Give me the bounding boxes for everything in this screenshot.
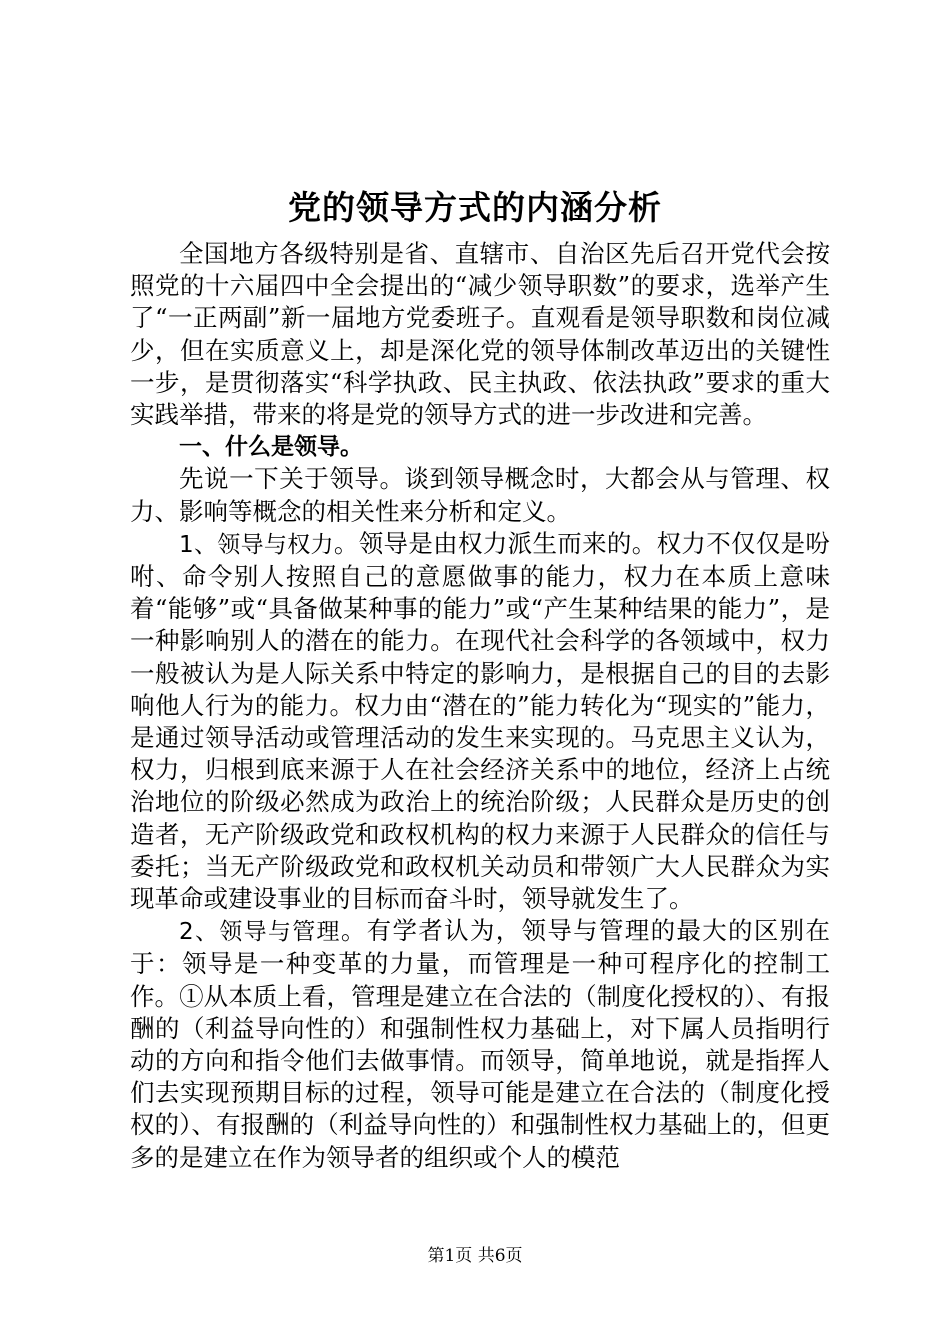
paragraph-leadership-and-management xyxy=(130,915,830,1174)
section-heading-what-is-leadership: 一、什么是领导。 xyxy=(179,434,363,461)
document-title: 党的领导方式的内涵分析 xyxy=(288,188,662,227)
paragraph-leadership-overview: 先说一下关于领导。谈到领导概念时，大都会从与管理、权力、影响等概念的相关性来分析和定义。 xyxy=(130,464,830,526)
subheading-leadership-and-management: 2、领导与管理 xyxy=(179,919,341,946)
paragraph-intro: 全国地方各级特别是省、直辖市、自治区先后召开党代会按照党的十六届四中全会提出的“减少领导职数”的要求，选举产生了“一正两副”新一届地方党委班子。直观看是领导职数和岗位减少，但在实质意义上，却是深化党的领导体制改革迈出的关键性一步，是贯彻落实“科学执政、民主执政、依法执政”要求的重大实践举措，带来的将是党的领导方式的进一步改进和完善。 xyxy=(130,239,830,430)
document-body xyxy=(130,238,830,1174)
paragraph-leadership-and-power xyxy=(130,528,830,915)
paragraph-leadership-and-management-text: 。有学者认为，领导与管理的最大的区别在于：领导是一种变革的力量，而管理是一种可程序化的控制工作。①从本质上看，管理是建立在合法的（制度化授权的）、有报酬的（利益导向性的）和强制性权力基础上，对下属人员指明行动的方向和指令他们去做事情。而领导，简单地说，就是指挥人们去实现预期目标的过程，领导可能是建立在合法的（制度化授权的）、有报酬的（利益导向性的）和强制性权力基础上的，但更多的是建立在作为领导者的组织或个人的模范 xyxy=(130,916,831,1172)
paragraph-leadership-and-power-text: 。领导是由权力派生而来的。权力不仅仅是吩咐、命令别人按照自己的意愿做事的能力，权力在本质上意味着“能够”或“具备做某种事的能力”或“产生某种结果的能力”，是一种影响别人的潜在的能力。在现代社会科学的各领域中，权力一般被认为是人际关系中特定的影响力，是根据自己的目的去影响他人行为的能力。权力由“潜在的”能力转化为“现实的”能力，是通过领导活动或管理活动的发生来实现的。马克思主义认为，权力，归根到底来源于人在社会经济关系中的地位，经济上占统治地位的阶级必然成为政治上的统治阶级；人民群众是历史的创造者，无产阶级政党和政权机构的权力来源于人民群众的信任与委托；当无产阶级政党和政权机关动员和带领广大人民群众为实现革命或建设事业的目标而奋斗时，领导就发生了。 xyxy=(130,528,830,914)
page-footer: 第1页 共6页 xyxy=(427,1246,523,1266)
subheading-leadership-and-power: 1、领导与权力 xyxy=(179,531,334,558)
